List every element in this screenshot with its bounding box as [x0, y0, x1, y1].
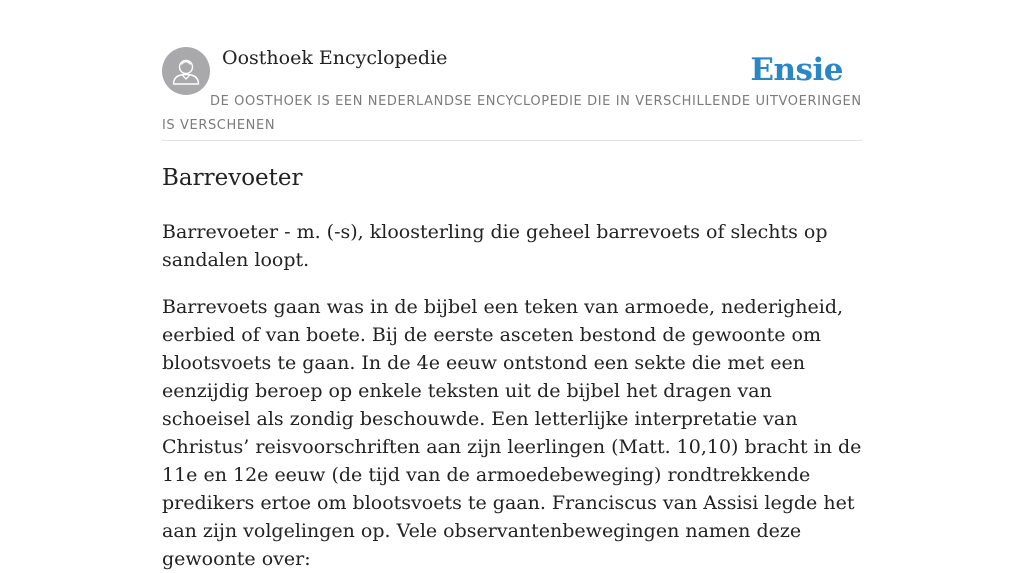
- article-paragraph: Barrevoeter - m. (-s), kloosterling die geheel barrevoets of slechts op sandalen loopt.: [162, 221, 828, 271]
- avatar[interactable]: [162, 47, 210, 95]
- brand-logo[interactable]: Ensie: [750, 52, 843, 88]
- article-paragraph: Barrevoets gaan was in de bijbel een teken van armoede, nederigheid, eerbied of van boete. Bij de eerste asceten bestond de gewoonte om blootsvoets te gaan. In de 4e eeuw ontstond een sekte die met een eenzijdig beroep op enkele teksten uit de bijbel het dragen van schoeisel als zondig beschouwde. Een letterlijke interpretatie van Christus’ reisvoorschriften aan zijn leerlingen (Matt. 10,10) bracht in de 11e en 12e eeuw (de tijd van de armoedebeweging) rondtrekkende predikers ertoe om blootsvoets te gaan. Franciscus van Assisi legde het aan zijn volgelingen op. Vele observantenbewegingen namen deze gewoonte over:: [162, 296, 862, 570]
- user-icon: [162, 47, 210, 95]
- article: [162, 160, 862, 573]
- article-title: Barrevoeter: [162, 165, 303, 191]
- site-header: [162, 46, 862, 141]
- site-tagline: DE OOSTHOEK IS EEN NEDERLANDSE ENCYCLOPEDIE DIE IN VERSCHILLENDE UITVOERINGEN IS VERSCHENEN: [162, 94, 862, 133]
- site-title[interactable]: Oosthoek Encyclopedie: [222, 47, 448, 69]
